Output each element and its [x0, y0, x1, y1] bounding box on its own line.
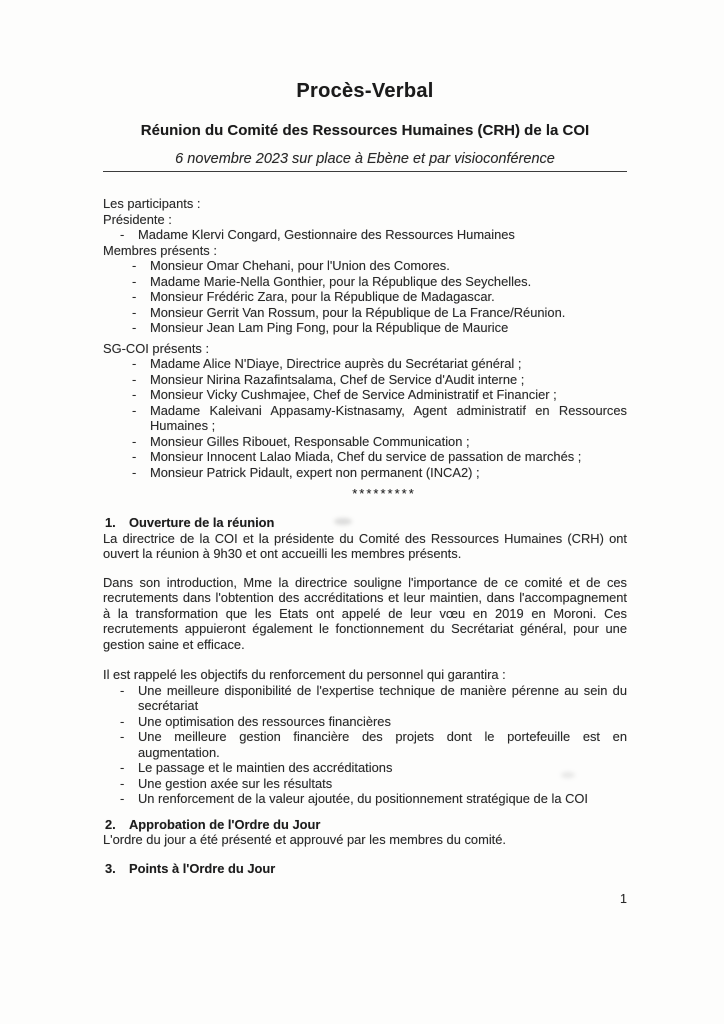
- participant-name: Madame Kaleivani Appasamy-Kistnasamy, Agent administratif en Ressources Humaines ;: [150, 402, 627, 433]
- participant-name: Monsieur Patrick Pidault, expert non permanent (INCA2) ;: [150, 464, 480, 480]
- membres-label: Membres présents :: [103, 242, 217, 258]
- section-3-heading: [103, 861, 627, 877]
- participants-heading: Les participants :: [103, 196, 201, 211]
- doc-dateline: 6 novembre 2023 sur place à Ebène et par visioconférence: [175, 151, 555, 167]
- dash-marker: [132, 387, 150, 403]
- participant-name: Monsieur Vicky Cushmajee, Chef de Service Administratif et Financier ;: [150, 387, 557, 402]
- participant-name: Monsieur Frédéric Zara, pour la République de Madagascar.: [150, 289, 495, 304]
- objectives-intro: Il est rappelé les objectifs du renforcement du personnel qui garantira :: [103, 667, 506, 682]
- sgcoi-label: SG-COI présents :: [103, 340, 210, 356]
- section-title: Points à l'Ordre du Jour: [129, 860, 276, 876]
- participant-name: Monsieur Gilles Ribouet, Responsable Communication ;: [150, 433, 470, 449]
- section-number: 2.: [105, 816, 116, 832]
- participant-name: Monsieur Jean Lam Ping Fong, pour la République de Maurice: [150, 320, 509, 335]
- participant-name: Madame Marie-Nella Gonthier, pour la République des Seychelles.: [150, 273, 532, 289]
- list-item: [103, 289, 627, 305]
- doc-subtitle: Réunion du Comité des Ressources Humaines (CRH) de la COI: [140, 122, 590, 139]
- list-item: [103, 305, 627, 321]
- page-number: 1: [620, 892, 627, 906]
- dash-marker: [120, 714, 138, 730]
- list-item: [103, 760, 627, 776]
- dash-marker: [132, 434, 150, 450]
- section-number: 3.: [105, 860, 116, 876]
- dash-marker: [120, 791, 138, 807]
- dash-marker: [132, 403, 150, 434]
- objective-text: Une meilleure disponibilité de l'expertise technique de manière pérenne au sein du secrétariat: [138, 682, 627, 713]
- objective-text: Une meilleure gestion financière des projets dont le portefeuille est en augmentation.: [138, 729, 627, 760]
- list-item: [103, 434, 627, 450]
- list-item: [103, 714, 627, 730]
- participant-name: Monsieur Gerrit Van Rossum, pour la République de La France/Réunion.: [150, 304, 566, 320]
- objective-text: Une gestion axée sur les résultats: [138, 775, 333, 791]
- section-number: 1.: [105, 515, 116, 530]
- list-item: [103, 387, 627, 403]
- objectives-block: [103, 667, 627, 807]
- separator-asterisks: *********: [352, 486, 416, 501]
- doc-title: Procès-Verbal: [296, 80, 434, 102]
- list-item: [103, 356, 627, 372]
- list-item: [103, 449, 627, 465]
- header-rule: [103, 171, 627, 172]
- list-item: [103, 372, 627, 388]
- dash-marker: [132, 372, 150, 388]
- list-item: [103, 465, 627, 481]
- dash-marker: [132, 449, 150, 465]
- section-title: Ouverture de la réunion: [129, 515, 275, 530]
- dash-marker: [132, 274, 150, 290]
- dash-marker: [120, 683, 138, 714]
- list-item: [103, 683, 627, 714]
- dash-marker: [120, 776, 138, 792]
- presidente-label: Présidente :: [103, 211, 172, 227]
- objective-text: Une optimisation des ressources financières: [138, 713, 391, 729]
- participant-name: Monsieur Innocent Lalao Miada, Chef du service de passation de marchés ;: [150, 449, 582, 464]
- dash-marker: [132, 356, 150, 372]
- dash-marker: [120, 760, 138, 776]
- dash-marker: [132, 258, 150, 274]
- list-item: [103, 258, 627, 274]
- objective-text: Le passage et le maintien des accréditations: [138, 760, 393, 775]
- list-item: [103, 227, 627, 243]
- section-1-heading: [103, 515, 627, 531]
- section-title: Approbation de l'Ordre du Jour: [129, 816, 321, 832]
- participant-name: Madame Alice N'Diaye, Directrice auprès du Secrétariat général ;: [150, 356, 522, 371]
- participant-name: Madame Klervi Congard, Gestionnaire des Ressources Humaines: [138, 227, 515, 242]
- section-2-heading: [103, 817, 627, 833]
- list-item: [103, 729, 627, 760]
- paragraph-introduction: Dans son introduction, Mme la directrice souligne l'importance de ce comité et de ces recrutements dans l'obtention des accréditations et leur maintien, dans l'accompagnement à la transformation que les Etats ont appelé de leur vœu en 2019 en Moroni. Ces recrutements appuieront également le fonctionnement du Secrétariat général, pour une gestion saine et efficace.: [103, 574, 627, 652]
- participant-name: Monsieur Nirina Razafintsalama, Chef de Service d'Audit interne ;: [150, 371, 525, 387]
- dash-marker: [132, 289, 150, 305]
- participant-name: Monsieur Omar Chehani, pour l'Union des Comores.: [150, 258, 450, 273]
- paragraph-opening: La directrice de la COI et la présidente du Comité des Ressources Humaines (CRH) ont ouvert la réunion à 9h30 et ont accueilli les membres présents.: [103, 530, 627, 561]
- dash-marker: [132, 320, 150, 336]
- section-2-body: L'ordre du jour a été présenté et approuvé par les membres du comité.: [103, 832, 507, 847]
- list-item: [103, 791, 627, 807]
- objective-text: Un renforcement de la valeur ajoutée, du positionnement stratégique de la COI: [138, 791, 589, 806]
- list-item: [103, 776, 627, 792]
- dash-marker: [120, 227, 138, 243]
- list-item: [103, 274, 627, 290]
- list-item: [103, 403, 627, 434]
- participants-block: [103, 196, 627, 336]
- sgcoi-block: [103, 341, 627, 481]
- dash-marker: [132, 305, 150, 321]
- dash-marker: [120, 729, 138, 760]
- dash-marker: [132, 465, 150, 481]
- list-item: [103, 320, 627, 336]
